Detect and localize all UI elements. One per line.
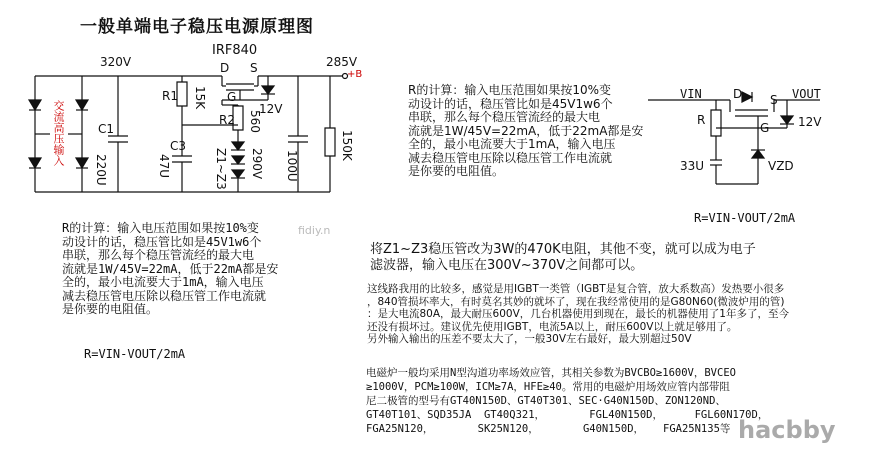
drain-label: D bbox=[220, 61, 230, 75]
zener-12v-label: 12V bbox=[259, 102, 283, 116]
right-source-label: S bbox=[770, 93, 778, 107]
gate-label: G bbox=[227, 90, 237, 104]
right-vzd-label: VZD bbox=[768, 159, 794, 173]
source-label: S bbox=[250, 61, 258, 75]
c3-label: C3 bbox=[170, 139, 187, 153]
formula-right: R=VIN-VOUT/2mA bbox=[694, 211, 796, 225]
calc-paragraph-left: R的计算：输入电压范围如果按10%变 动设计的话，稳压管比如是45V1w6个 串联，那么每个稳压管流经的最大电 流就是1W/45V=22mA，低于22mA都是安 全的，最小电流要大于1mA，输入电压 减去稳压管电压除以稳压管工作电流就 是你要的电阻值。 bbox=[62, 221, 279, 316]
note-igbt: 这线路我用的比较多，感觉是用IGBT一类管（IGBT是复合管，放大系数高）发热要小很多 ，840管损坏率大，有时莫名其妙的就坏了，现在我经常使用的是G80N60(微波炉用的管) ：是大电流80A，最大耐压600V，几台机器使用到现在，最长的机器使用了1年多了，至今 还没有损坏过。建议优先使用IGBT，电流5A以上，耐压600V以上就足够用了。 另外输入输出的压差不要太大了，一般30V左右最好，最大别超过50V bbox=[367, 283, 789, 345]
note-resistor-filter: 将Z1~Z3稳压管改为3W的470K电阻，其他不变，就可以成为电子 滤波器，输入电压在300V~370V之间都可以。 bbox=[370, 242, 756, 273]
r2-value: 560 bbox=[248, 110, 262, 133]
vout-label: VOUT bbox=[792, 87, 821, 101]
load-value: 150K bbox=[340, 130, 354, 161]
watermark-text: fidiy.n bbox=[298, 224, 331, 237]
output-voltage-label: 285V bbox=[326, 55, 358, 69]
vin-label: VIN bbox=[680, 87, 702, 101]
formula-left: R=VIN-VOUT/2mA bbox=[84, 347, 186, 361]
logo-watermark: hacbby bbox=[738, 416, 836, 444]
right-circuit-schematic bbox=[640, 80, 880, 220]
right-gate-label: G bbox=[760, 121, 770, 135]
c2-value: 100U bbox=[285, 150, 299, 182]
zener-stack-value: 290V bbox=[250, 148, 264, 180]
zener-stack-label: Z1~Z3 bbox=[214, 148, 228, 190]
input-voltage-label: 320V bbox=[100, 55, 132, 69]
right-12v-label: 12V bbox=[798, 115, 822, 129]
c3-value: 47U bbox=[157, 154, 171, 179]
right-r-label: R bbox=[697, 113, 706, 127]
r1-label: R1 bbox=[162, 89, 178, 103]
r1-value: 15K bbox=[193, 86, 207, 110]
transistor-label: IRF840 bbox=[212, 43, 258, 58]
c1-label: C1 bbox=[98, 122, 115, 136]
right-drain-label: D bbox=[733, 87, 743, 101]
ac-input-label: 交流高压输入 bbox=[52, 100, 65, 166]
output-plus-label: +B bbox=[347, 69, 363, 80]
c1-value: 220U bbox=[94, 154, 108, 186]
note-induction-cooker: 电磁炉一般均采用N型沟道功率场效应管，其相关参数为BVCBO≥1600V，BVCEO ≥1000V，PCM≥100W，ICM≥7A，HFE≥40。常用的电磁炉用场效应管内部带阻 尼二极管的型号有GT40N150D、GT40T301、SEC·G40N150D、ZON120ND、 GT40T101、SQD35JA GT40Q321， FGL40N150D， FGL60N170D， FGA25N120， SK25N120， G40N150D， FGA25N135等 bbox=[366, 367, 769, 435]
calc-paragraph-right: R的计算：输入电压范围如果按10%变 动设计的话，稳压管比如是45V1w6个 串联，那么每个稳压管流经的最大电 流就是1W/45V=22mA，低于22mA都是安 全的，最小电流要大于1mA，输入电压 减去稳压管电压除以稳压管工作电流就 是你要的电阻值。 bbox=[408, 83, 644, 178]
page-title: 一般单端电子稳压电源原理图 bbox=[80, 17, 314, 37]
r2-label: R2 bbox=[219, 113, 235, 127]
right-cap-label: 33U bbox=[680, 159, 705, 173]
